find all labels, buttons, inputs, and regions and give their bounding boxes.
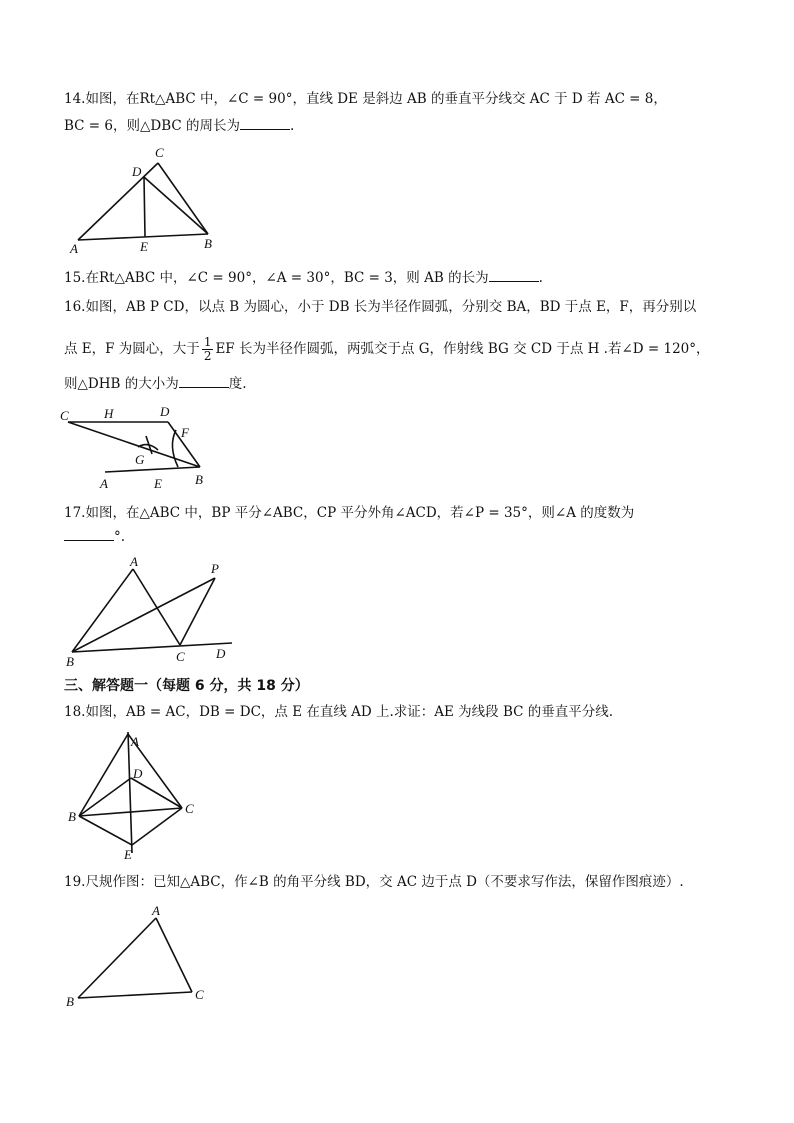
q17-segment-BA: [72, 569, 133, 652]
q16-text-line3-post: 度.: [228, 376, 247, 392]
q14-segment-CB: [158, 163, 208, 234]
q14-label-D: D: [132, 164, 142, 179]
q16-fraction-numerator: 1: [203, 335, 212, 349]
q14-label-E: E: [140, 239, 148, 254]
q17-figure: [60, 555, 240, 670]
q19-figure: [62, 902, 212, 1012]
q14-text-line1: 14.如图，在Rt△ABC 中，∠C = 90°，直线 DE 是斜边 AB 的垂直平分线交 AC 于 D 若 AC = 8，: [64, 91, 667, 107]
q14-segment-DB: [144, 177, 208, 234]
q17-text-line1: 17.如图，在△ABC 中，BP 平分∠ABC，CP 平分外角∠ACD，若∠P = 35°，则∠A 的度数为: [64, 505, 635, 521]
q19-text: 19.尺规作图：已知△ABC，作∠B 的角平分线 BD，交 AC 边于点 D（不要求写作法，保留作图痕迹）.: [64, 874, 684, 890]
q19-label-C: C: [195, 987, 204, 1002]
q14-text-line2: [64, 116, 294, 135]
q18-label-A: A: [131, 734, 139, 749]
q14-segment-AC: [78, 163, 158, 240]
q16-text-line3: [64, 374, 247, 393]
q15-text: [64, 268, 543, 287]
q14-figure: [60, 140, 230, 255]
q17-segment-AC: [133, 569, 180, 645]
q19-segment-BC: [78, 992, 192, 998]
q16-text-line2: [64, 336, 710, 363]
q14-answer-blank: [240, 116, 290, 130]
q18-line-AE: [128, 732, 132, 853]
q19-label-A: A: [152, 903, 160, 918]
q14-label-C: C: [155, 145, 164, 160]
q18-figure: [62, 728, 212, 863]
q18-label-E: E: [124, 847, 132, 862]
q16-text-line2-post: EF 长为半径作圆弧，两弧交于点 G，作射线 BG 交 CD 于点 H .若∠D = 120°，: [215, 341, 710, 357]
q19-label-B: B: [66, 994, 74, 1009]
q18-label-B: B: [68, 809, 76, 824]
q18-segment-DB: [79, 778, 131, 816]
q16-fraction: [202, 336, 214, 363]
q16-label-F: F: [181, 425, 189, 440]
q17-answer-blank: [64, 527, 114, 541]
q15-answer-blank: [489, 268, 539, 282]
q18-text: 18.如图，AB = AC，DB = DC，点 E 在直线 AD 上.求证：AE 为线段 BC 的垂直平分线.: [64, 704, 614, 720]
q15-text-post: .: [538, 270, 543, 286]
q14-label-A: A: [70, 241, 78, 256]
q16-label-A: A: [100, 476, 108, 491]
q17-text-line2-post: °.: [114, 529, 126, 545]
q14-label-B: B: [204, 236, 212, 251]
q18-label-C: C: [185, 801, 194, 816]
q16-label-G: G: [135, 452, 145, 467]
q17-segment-BP: [72, 578, 215, 652]
q16-label-E: E: [154, 476, 162, 491]
q16-text-line3-pre: 则△DHB 的大小为: [64, 376, 179, 392]
q16-label-D: D: [160, 404, 170, 419]
q18-segment-EB: [79, 816, 132, 845]
q16-text-line2-pre: 点 E，F 为圆心，大于: [64, 341, 200, 357]
q14-text-line2-pre: BC = 6，则△DBC 的周长为: [64, 118, 240, 134]
q18-segment-AB: [79, 734, 128, 816]
q18-segment-EC: [132, 808, 182, 845]
q17-line-BD: [72, 643, 232, 652]
q18-label-D: D: [133, 766, 143, 781]
q17-label-D: D: [216, 646, 226, 661]
q17-label-A: A: [130, 554, 138, 569]
q16-text-line1: 16.如图，AB P CD，以点 B 为圆心，小于 DB 长为半径作圆弧，分别交 BA，BD 于点 E，F，再分别以: [64, 299, 697, 315]
q17-text-line2: [64, 527, 125, 546]
q19-segment-AC: [156, 918, 192, 992]
q16-answer-blank: [179, 374, 229, 388]
q16-label-C: C: [60, 408, 69, 423]
q14-text-line2-post: .: [289, 118, 295, 134]
section-3-title: 三、解答题一（每题 6 分，共 18 分）: [64, 678, 309, 694]
q16-line-AB: [105, 467, 200, 472]
q15-text-pre: 15.在Rt△ABC 中，∠C = 90°，∠A = 30°，BC = 3，则 AB 的长为: [64, 270, 489, 286]
q19-segment-BA: [78, 918, 156, 998]
q17-segment-CP: [180, 578, 215, 645]
q16-fraction-denominator: 2: [203, 349, 212, 363]
q16-label-B: B: [195, 472, 203, 487]
q17-label-C: C: [176, 649, 185, 664]
q16-figure: [60, 400, 220, 495]
q14-segment-DE: [144, 177, 145, 237]
q17-label-P: P: [211, 561, 219, 576]
q16-label-H: H: [104, 406, 114, 421]
q18-segment-DC: [131, 778, 182, 808]
q17-label-B: B: [66, 654, 74, 669]
